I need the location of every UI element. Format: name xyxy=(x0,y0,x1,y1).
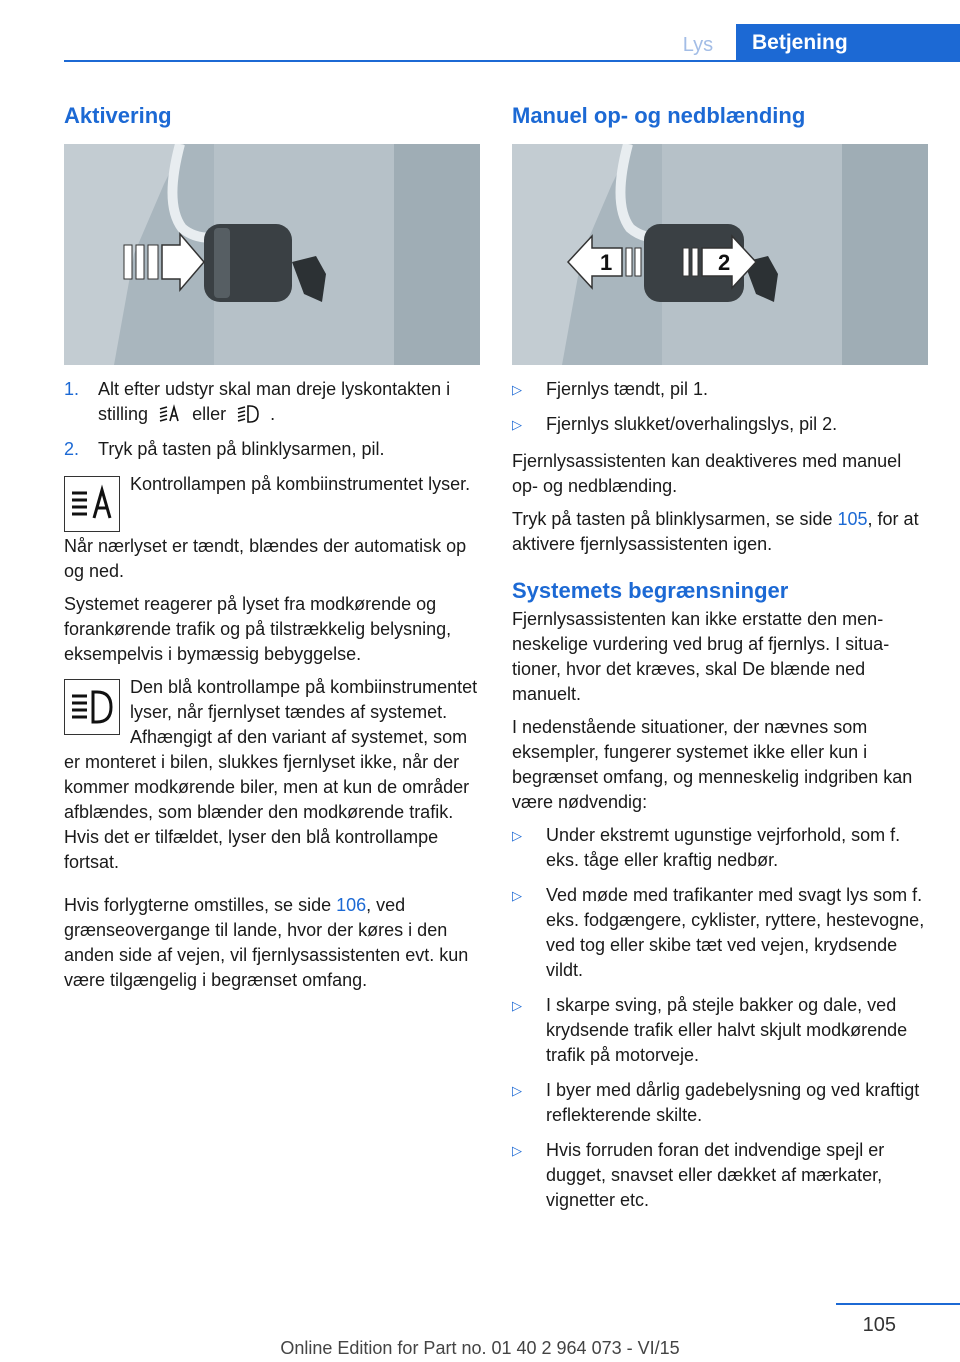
paragraph-headlight-adjust xyxy=(64,893,480,993)
steps-list xyxy=(64,377,480,462)
right-column xyxy=(512,96,928,1223)
paragraph: Når nærlyset er tændt, blændes der automatisk op og ned. xyxy=(64,536,467,581)
header-chapter-tab[interactable]: Betjening xyxy=(736,24,960,62)
bullet-triangle-icon: ▷ xyxy=(512,888,522,903)
step-number: 2. xyxy=(64,439,80,459)
section-heading-limitations: Systemets begrænsninger xyxy=(512,578,789,603)
figure-arrow-label-1: 1 xyxy=(600,250,613,275)
paragraph-text: , ved grænseovergange til lande, hvor der køres i den anden side af vejen, vil fjernlysassistenten evt. kun være tilgængelig i begrænset omfang. xyxy=(64,895,469,990)
bullet-triangle-icon: ▷ xyxy=(512,1083,522,1098)
paragraph: Systemet reagerer på lyset fra modkørende og forankørende trafik og på tilstrækkelig belysning, eksempelvis i bymæssig bebyggelse. xyxy=(64,594,452,664)
header-section-tab[interactable]: Lys xyxy=(682,34,714,56)
step-1-text-before: Alt efter udstyr skal man dreje lyskontakten i stilling xyxy=(98,379,451,424)
list-item-text: Fjernlys slukket/overhalingslys, pil 2. xyxy=(546,414,838,434)
list-item xyxy=(512,377,928,402)
list-item xyxy=(512,412,928,437)
low-beam-icon xyxy=(237,404,259,424)
high-beam-indicator-icon xyxy=(64,679,120,735)
paragraph-text: Hvis forlygterne omstilles, se side xyxy=(64,895,332,915)
list-item-text: I skarpe sving, på stejle bakker og dale, ved krydsende trafik eller halvt skjult modkørende trafik på motorveje. xyxy=(546,995,908,1065)
list-item-text: Fjernlys tændt, pil 1. xyxy=(546,379,709,399)
figure-stalk-arrows xyxy=(512,144,928,365)
step-text: Tryk på tasten på blinklysarmen, pil. xyxy=(98,439,385,459)
limitations-list xyxy=(512,823,928,1213)
bullet-triangle-icon: ▷ xyxy=(512,1143,522,1158)
indicator-note-1 xyxy=(64,472,480,497)
list-item-text: Ved møde med trafikanter med svagt lys som f. eks. fodgængere, cyklister, ryttere, hestevogne, ved tog eller skibe tæt ved vejen, krydsende vildt. xyxy=(546,885,925,980)
paragraph: Fjernlysassistenten kan deaktiveres med manuel op- og nedblænding. xyxy=(512,451,902,496)
step-text xyxy=(98,377,480,427)
bullet-triangle-icon: ▷ xyxy=(512,998,522,1013)
indicator-note-2 xyxy=(64,675,480,875)
indicator-note-1-text: Kontrollampen på kombiinstrumentet lyser. xyxy=(130,474,471,494)
paragraph-reactivate xyxy=(512,507,928,557)
bullet-triangle-icon: ▷ xyxy=(512,382,522,397)
list-item-text: Hvis forruden foran det indvendige spejl er dugget, snavset eller dækket af mærkater, vignetter etc. xyxy=(546,1140,885,1210)
paragraph-text: , for at aktivere fjernlysassistenten igen. xyxy=(512,509,919,554)
step-1-text-after: . xyxy=(270,404,276,424)
figure-stalk-push xyxy=(64,144,480,365)
footer-edition-note: Online Edition for Part no. 01 40 2 964 073 - VI/15 xyxy=(280,1338,680,1358)
bullet-triangle-icon: ▷ xyxy=(512,417,522,432)
list-item xyxy=(512,823,928,873)
section-heading-manual-dimming: Manuel op- og nedblænding xyxy=(512,103,806,128)
figure-arrow-label-2: 2 xyxy=(718,250,731,275)
step-1-text-mid: eller xyxy=(192,404,227,424)
turn-signal-stalk-push-arrow-illustration xyxy=(64,144,480,365)
list-item xyxy=(512,993,928,1068)
left-column xyxy=(64,96,480,1001)
section-heading-aktivering: Aktivering xyxy=(64,103,172,128)
high-beam-assistant-indicator-icon xyxy=(64,476,120,532)
arrow-meaning-list xyxy=(512,377,928,437)
step-number: 1. xyxy=(64,379,80,399)
page-number-rule xyxy=(836,1303,960,1305)
paragraph-text: Tryk på tasten på blinklysarmen, se side xyxy=(512,509,833,529)
step-2 xyxy=(64,437,480,462)
auto-headlight-icon xyxy=(159,404,181,424)
turn-signal-stalk-arrows-1-2-illustration xyxy=(512,144,928,365)
step-1 xyxy=(64,377,480,427)
list-item xyxy=(512,883,928,983)
list-item-text: I byer med dårlig gadebelysning og ved kraftigt reflekterende skilte. xyxy=(546,1080,920,1125)
page-reference-link[interactable]: 106 xyxy=(336,895,367,915)
page-reference-link[interactable]: 105 xyxy=(837,509,868,529)
list-item xyxy=(512,1078,928,1128)
list-item xyxy=(512,1138,928,1213)
indicator-note-2-text: Den blå kontrollampe på kombiinstrumentet lyser, når fjernlyset tændes af systemet. Afhængigt af den variant af systemet, som er monteret i bilen, slukkes fjernlyset ikke, når der kommer modkørende biler, men at kun de områder afblændes, som blænder den modkørende trafik. Hvis det er tilfældet, lyser den blå kontrollampe fortsat. xyxy=(64,677,478,872)
list-item-text: Under ekstremt ugunstige vejrforhold, som f. eks. tåge eller kraftig nedbør. xyxy=(546,825,901,870)
paragraph: Fjernlysassistenten kan ikke erstatte den menneskelige vurdering ved brug af fjernlys. I situationer, hvor det kræves, skal De blænde ned manuelt. xyxy=(512,609,890,704)
bullet-triangle-icon: ▷ xyxy=(512,828,522,843)
paragraph: I nedenstående situationer, der nævnes som eksempler, fungerer systemet ikke eller kun i begrænset omfang, og menneskelig indgriben kan være nødvendig: xyxy=(512,717,913,812)
page-number: 105 xyxy=(862,1314,896,1336)
